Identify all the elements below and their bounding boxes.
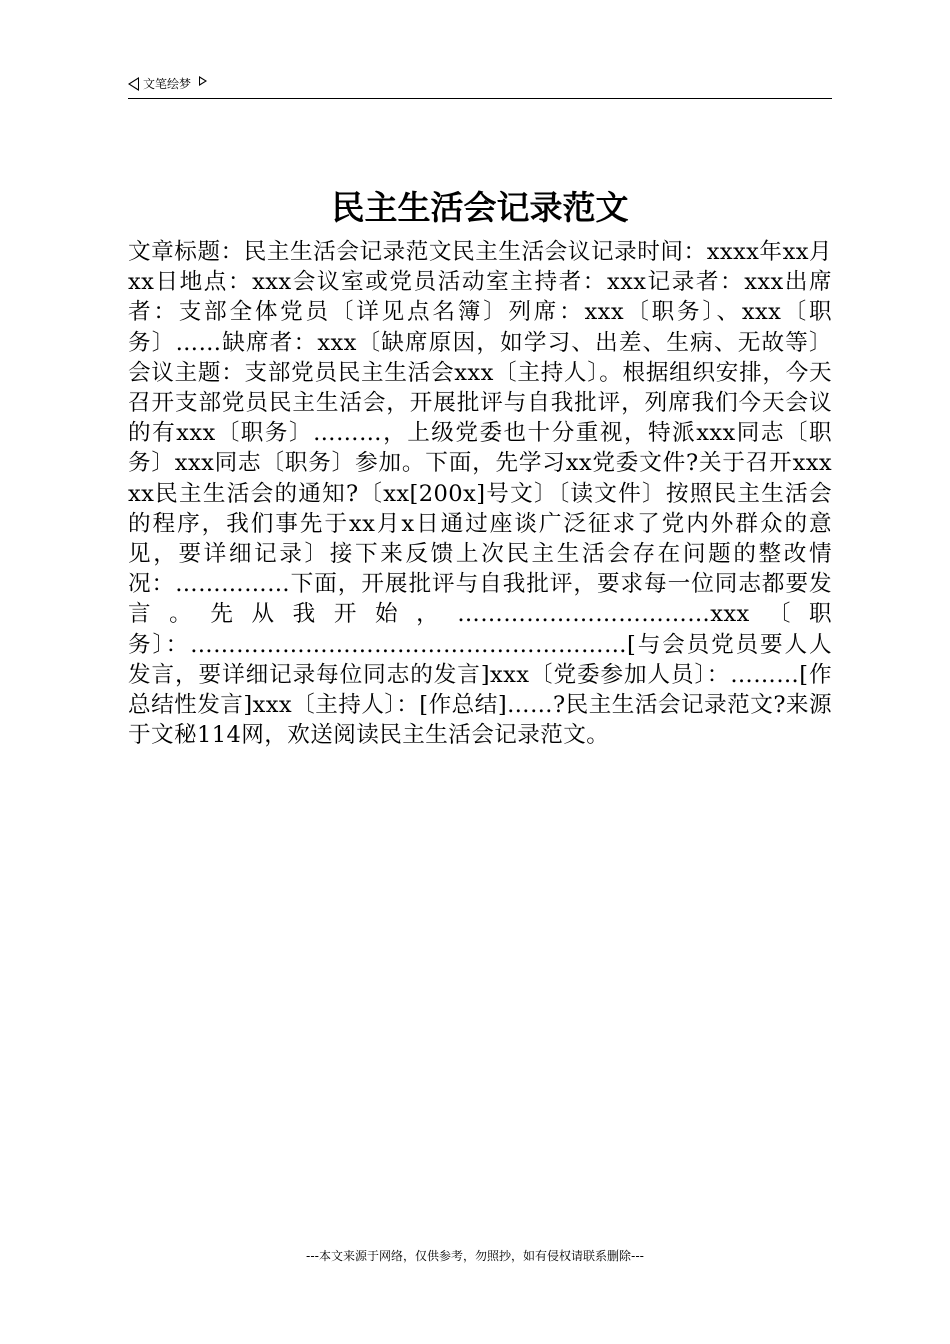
page-header xyxy=(128,74,832,99)
triangle-left-icon xyxy=(128,77,139,91)
document-title: 民主生活会记录范文 xyxy=(331,188,629,227)
header-brand-group xyxy=(128,76,207,92)
triangle-right-icon xyxy=(199,76,207,86)
page-footer-disclaimer: ---本文来源于网络，仅供参考，勿照抄，如有侵权请联系删除--- xyxy=(306,1249,644,1263)
document-body: 文章标题：民主生活会记录范文民主生活会议记录时间：xxxx年xx月xx日地点：xxx会议室或党员活动室主持者：xxx记录者：xxx出席者：支部全体党员〔详见点名簿〕列席：xxx〔职务〕、xxx〔职务〕……缺席者：xxx〔缺席原因，如学习、出差、生病、无故等〕会议主题：支部党员民主生活会xxx〔主持人〕。根据组织安排，今天召开支部党员民主生活会，开展批评与自我批评，列席我们今天会议的有xxx〔职务〕………，上级党委也十分重视，特派xxx同志〔职务〕xxx同志〔职务〕参加。下面，先学习xx党委文件?关于召开xxxxx民主生活会的通知?〔xx[200x]号文〕〔读文件〕按照民主生活会的程序，我们事先于xx月x日通过座谈广泛征求了党内外群众的意见，要详细记录〕接下来反馈上次民主生活会存在问题的整改情况：……………下面，开展批评与自我批评，要求每一位同志都要发言。先从我开始，……………………………xxx〔职务〕：…………………………………………………[与会员党员要人人发言，要详细记录每位同志的发言]xxx〔党委参加人员〕：………[作总结性发言]xxx〔主持人〕：[作总结]……?民主生活会记录范文?来源于文秘114网，欢送阅读民主生活会记录范文。 xyxy=(128,239,832,749)
header-brand: 文笔绘梦 xyxy=(143,77,192,91)
